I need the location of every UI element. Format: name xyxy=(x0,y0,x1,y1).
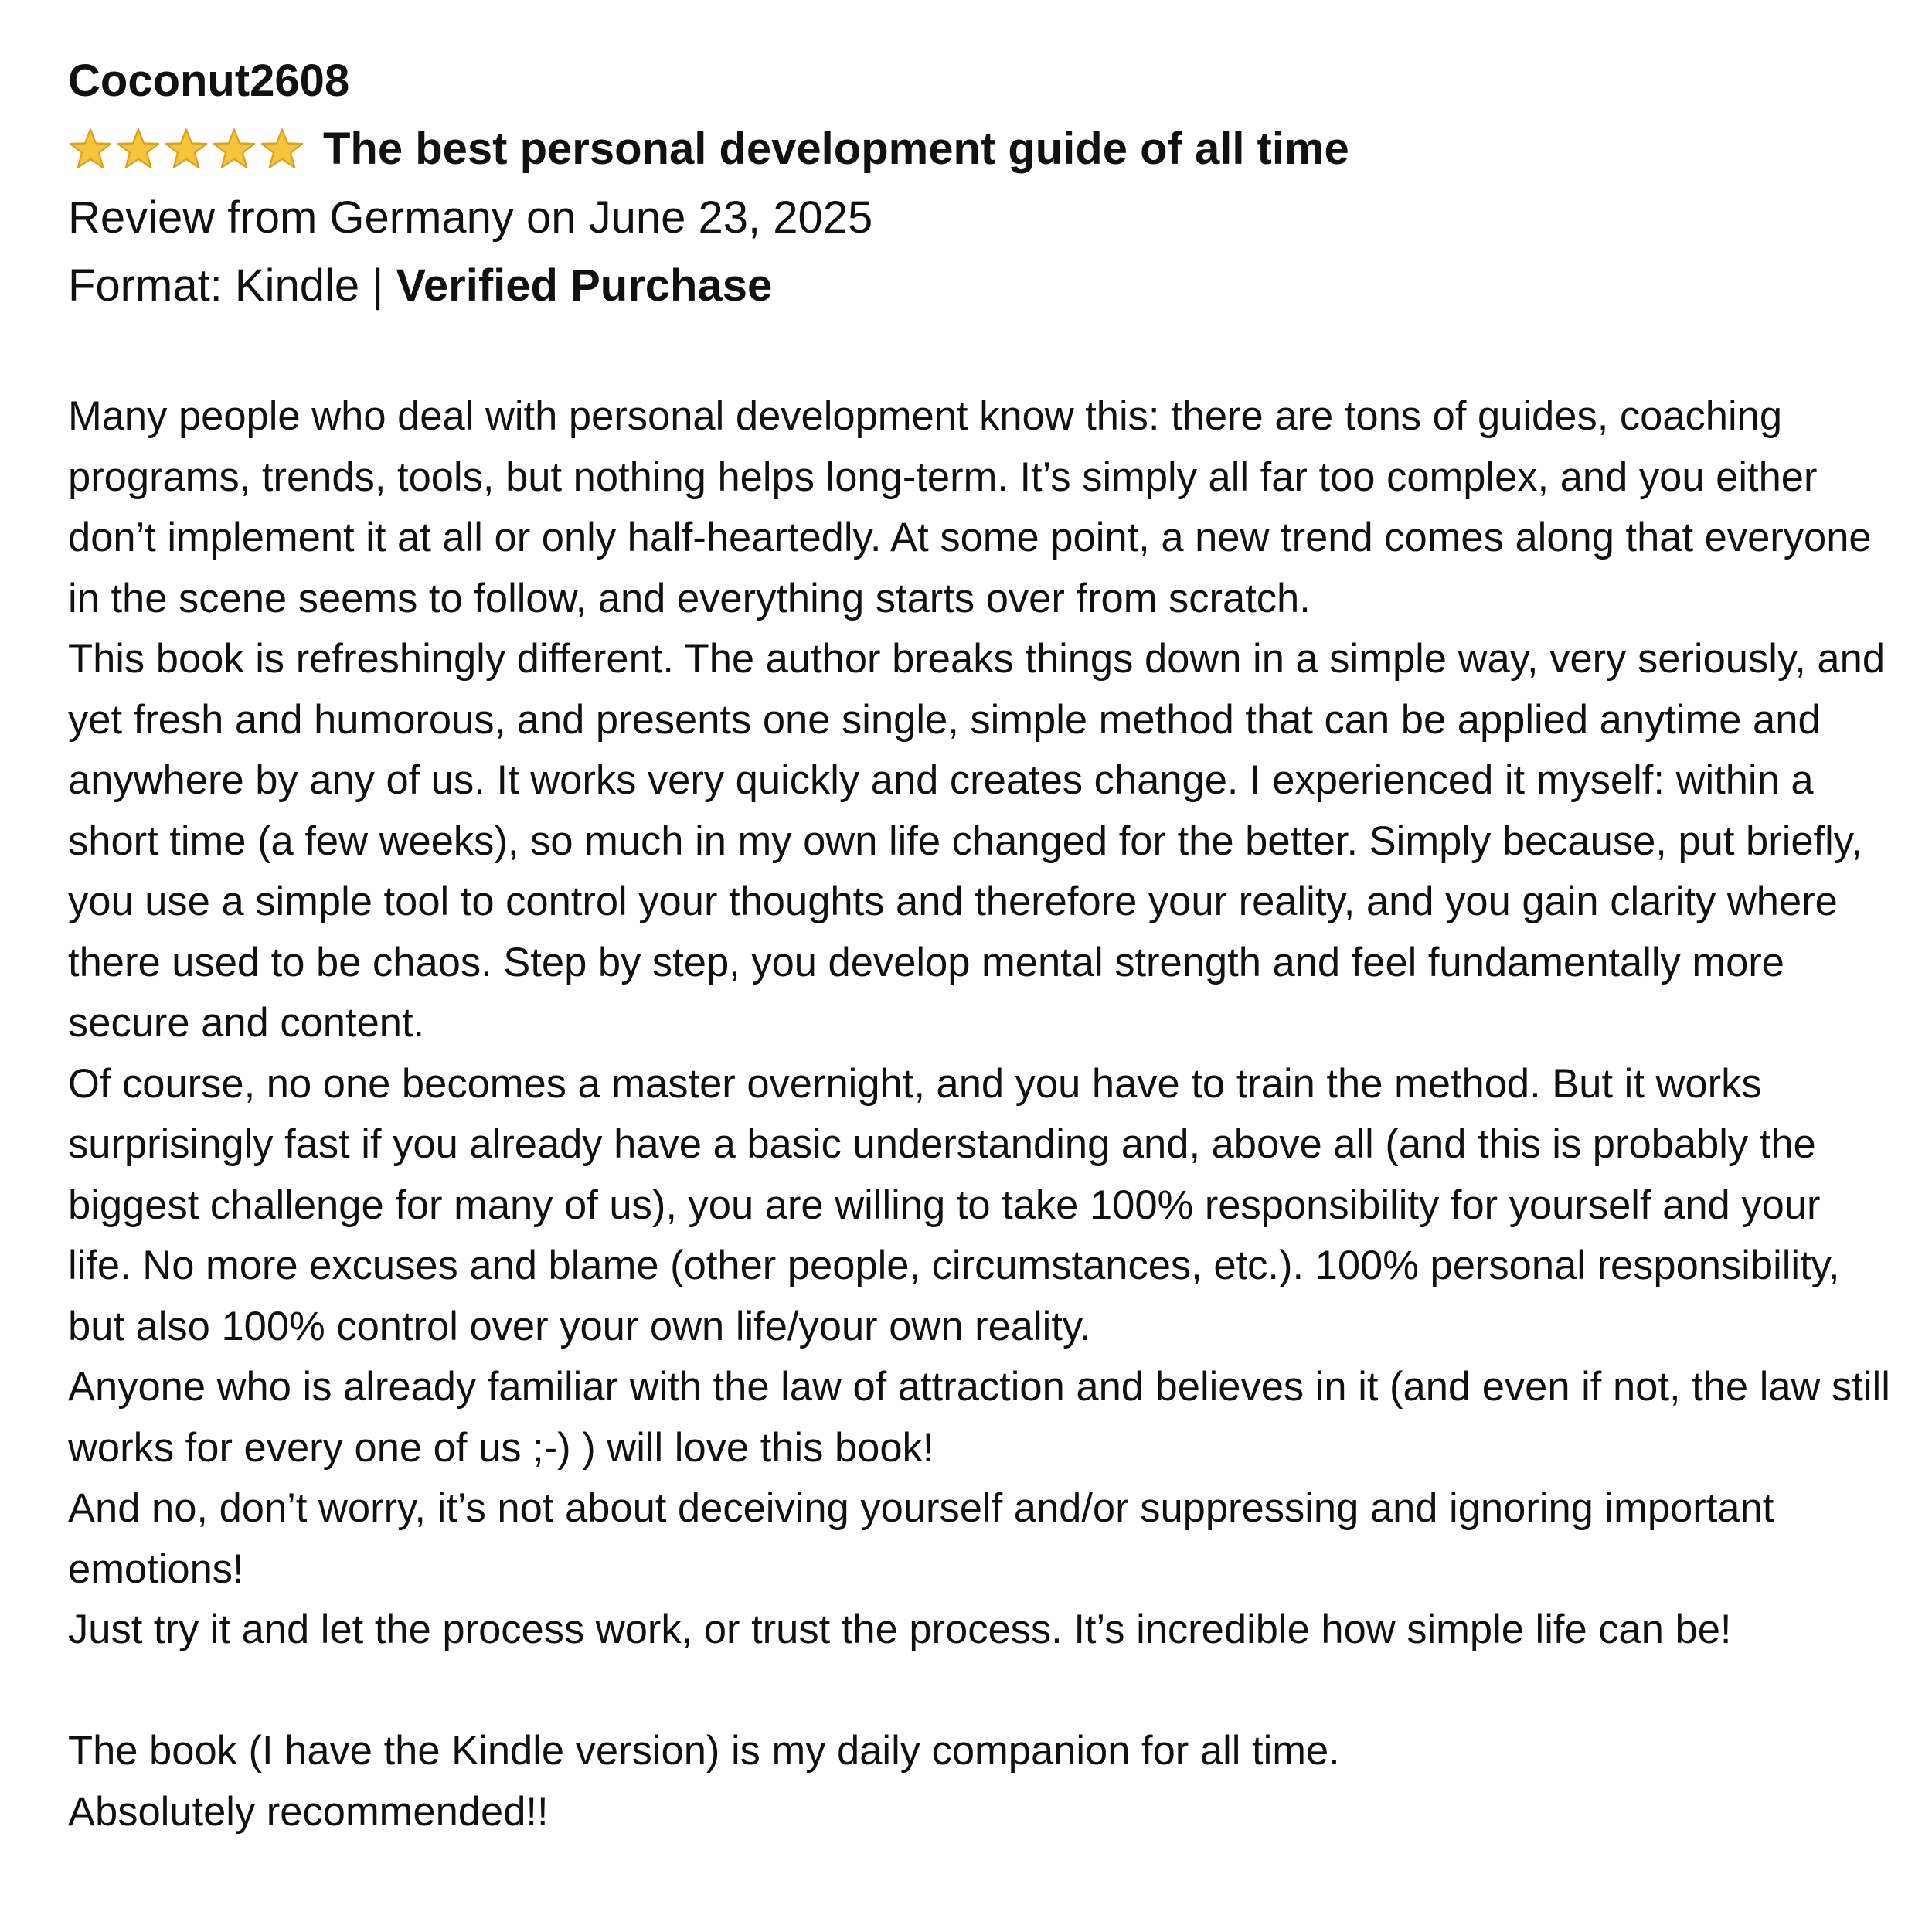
review-headline-row xyxy=(68,114,1892,184)
review-paragraph: Just try it and let the process work, or trust the process. It’s incredible how simple life can be! xyxy=(68,1607,1732,1652)
star-icon xyxy=(260,127,304,172)
review-format-line xyxy=(68,252,1892,320)
review-card xyxy=(68,48,1892,1842)
review-paragraph: This book is refreshingly different. The author breaks things down in a simple way, very seriously, and yet fresh and humorous, and presents one single, simple method that can be applied anytime and anywhere by any of us. It works very quickly and creates change. I experienced it myself: within a short time (a few weeks), so much in my own life changed for the better. Simply because, put briefly, you use a simple tool to control your thoughts and therefore your reality, and you gain clarity where there used to be chaos. Step by step, you develop mental strength and feel fundamentally more secure and content. xyxy=(68,636,1886,1046)
review-body xyxy=(68,386,1892,1842)
review-headline: The best personal development guide of all time xyxy=(323,124,1349,174)
star-icon xyxy=(116,127,161,172)
review-origin-date: Review from Germany on June 23, 2025 xyxy=(68,192,873,243)
star-icon xyxy=(164,127,209,172)
format-label: Format: Kindle | xyxy=(68,260,396,311)
closing-line: Absolutely recommended!! xyxy=(68,1788,549,1835)
closing-line: The book (I have the Kindle version) is my daily companion for all time. xyxy=(68,1728,1340,1774)
review-paragraph: Many people who deal with personal development know this: there are tons of guides, coaching programs, trends, tools, but nothing helps long-term. It’s simply all far too complex, and you either don’t implement it at all or only half-heartedly. At some point, a new trend comes along that everyone in the scene seems to follow, and everything starts over from scratch. xyxy=(68,393,1872,621)
paragraph-spacer xyxy=(68,1661,1892,1722)
review-paragraph: Of course, no one becomes a master overnight, and you have to train the method. But it works surprisingly fast if you already have a basic understanding and, above all (and this is probably the biggest challenge for many of us), you are willing to take 100% responsibility for yourself and your life. No more excuses and blame (other people, circumstances, etc.). 100% personal responsibility, but also 100% control over your own life/your own reality. xyxy=(68,1060,1840,1349)
star-icon xyxy=(68,127,113,172)
review-paragraph: Anyone who is already familiar with the law of attraction and believes in it (and even if not, the law still works for every one of us ;-) ) will love this book! xyxy=(68,1364,1890,1471)
star-rating xyxy=(68,127,308,172)
review-paragraph: And no, don’t worry, it’s not about deceiving yourself and/or suppressing and ignoring important emotions! xyxy=(68,1485,1774,1592)
verified-purchase-badge: Verified Purchase xyxy=(396,260,773,311)
reviewer-name: Coconut2608 xyxy=(68,56,350,106)
star-icon xyxy=(212,127,257,172)
